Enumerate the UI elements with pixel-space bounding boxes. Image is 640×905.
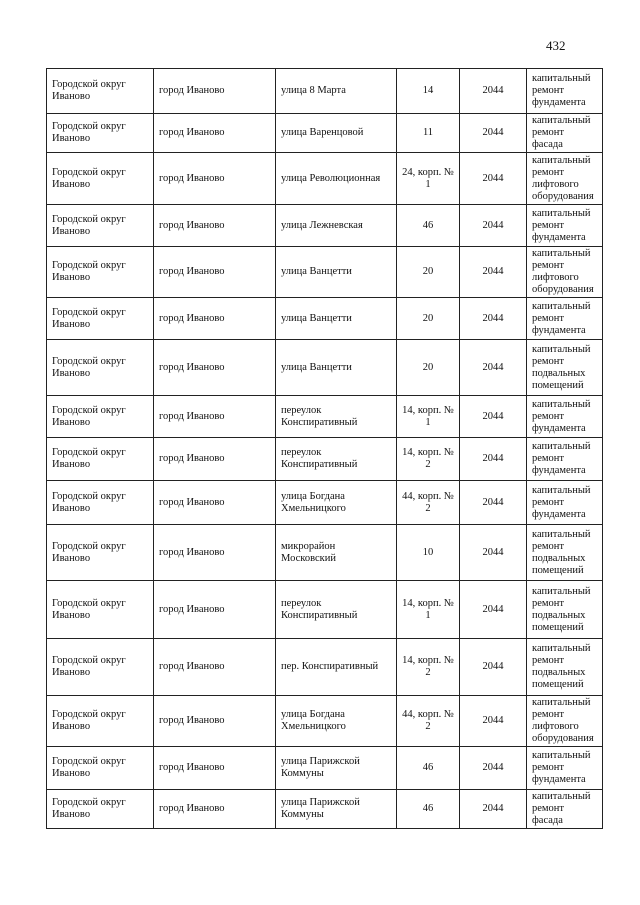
- house-cell: 14, корп. № 1: [397, 581, 460, 639]
- work-type-cell: капитальный ремонт фундамента: [527, 396, 603, 438]
- table-row: [47, 247, 603, 298]
- year-cell: 2044: [460, 581, 527, 639]
- table-row: [47, 396, 603, 438]
- year-cell: 2044: [460, 790, 527, 829]
- city-cell: город Иваново: [154, 298, 276, 340]
- table-row: [47, 438, 603, 481]
- house-cell: 46: [397, 205, 460, 247]
- district-cell: Городской округ Иваново: [47, 696, 154, 747]
- street-cell: улица 8 Марта: [276, 69, 397, 114]
- work-type-cell: капитальный ремонт фасада: [527, 790, 603, 829]
- year-cell: 2044: [460, 69, 527, 114]
- city-cell: город Иваново: [154, 639, 276, 696]
- city-cell: город Иваново: [154, 481, 276, 525]
- city-cell: город Иваново: [154, 581, 276, 639]
- house-cell: 11: [397, 114, 460, 153]
- city-cell: город Иваново: [154, 790, 276, 829]
- work-type-cell: капитальный ремонт подвальных помещений: [527, 340, 603, 396]
- work-type-cell: капитальный ремонт фундамента: [527, 747, 603, 790]
- district-cell: Городской округ Иваново: [47, 525, 154, 581]
- work-type-cell: капитальный ремонт фундамента: [527, 205, 603, 247]
- house-cell: 14: [397, 69, 460, 114]
- street-cell: улица Богдана Хмельницкого: [276, 481, 397, 525]
- street-cell: переулок Конспиративный: [276, 581, 397, 639]
- city-cell: город Иваново: [154, 747, 276, 790]
- page-number: 432: [546, 38, 566, 53]
- city-cell: город Иваново: [154, 69, 276, 114]
- table-row: [47, 69, 603, 114]
- house-cell: 20: [397, 298, 460, 340]
- table-row: [47, 114, 603, 153]
- district-cell: Городской округ Иваново: [47, 747, 154, 790]
- year-cell: 2044: [460, 525, 527, 581]
- street-cell: улица Варенцовой: [276, 114, 397, 153]
- street-cell: пер. Конспиративный: [276, 639, 397, 696]
- street-cell: улица Ванцетти: [276, 340, 397, 396]
- table-row: [47, 747, 603, 790]
- city-cell: город Иваново: [154, 205, 276, 247]
- table-row: [47, 340, 603, 396]
- street-cell: улица Парижской Коммуны: [276, 747, 397, 790]
- work-type-cell: капитальный ремонт лифтового оборудования: [527, 696, 603, 747]
- district-cell: Городской округ Иваново: [47, 247, 154, 298]
- city-cell: город Иваново: [154, 696, 276, 747]
- district-cell: Городской округ Иваново: [47, 153, 154, 205]
- city-cell: город Иваново: [154, 247, 276, 298]
- street-cell: улица Ванцетти: [276, 247, 397, 298]
- street-cell: переулок Конспиративный: [276, 396, 397, 438]
- year-cell: 2044: [460, 247, 527, 298]
- district-cell: Городской округ Иваново: [47, 790, 154, 829]
- table-body: [47, 69, 603, 829]
- city-cell: город Иваново: [154, 114, 276, 153]
- district-cell: Городской округ Иваново: [47, 205, 154, 247]
- table-row: [47, 525, 603, 581]
- house-cell: 20: [397, 247, 460, 298]
- street-cell: улица Лежневская: [276, 205, 397, 247]
- city-cell: город Иваново: [154, 340, 276, 396]
- year-cell: 2044: [460, 696, 527, 747]
- work-type-cell: капитальный ремонт фундамента: [527, 481, 603, 525]
- house-cell: 14, корп. № 2: [397, 438, 460, 481]
- work-type-cell: капитальный ремонт фундамента: [527, 298, 603, 340]
- house-cell: 44, корп. № 2: [397, 481, 460, 525]
- work-type-cell: капитальный ремонт подвальных помещений: [527, 581, 603, 639]
- table-row: [47, 639, 603, 696]
- street-cell: улица Парижской Коммуны: [276, 790, 397, 829]
- house-cell: 14, корп. № 2: [397, 639, 460, 696]
- work-type-cell: капитальный ремонт подвальных помещений: [527, 639, 603, 696]
- district-cell: Городской округ Иваново: [47, 114, 154, 153]
- city-cell: город Иваново: [154, 525, 276, 581]
- city-cell: город Иваново: [154, 396, 276, 438]
- table-row: [47, 481, 603, 525]
- house-cell: 46: [397, 790, 460, 829]
- table-row: [47, 153, 603, 205]
- district-cell: Городской округ Иваново: [47, 69, 154, 114]
- house-cell: 24, корп. № 1: [397, 153, 460, 205]
- house-cell: 20: [397, 340, 460, 396]
- work-type-cell: капитальный ремонт лифтового оборудования: [527, 247, 603, 298]
- work-type-cell: капитальный ремонт фундамента: [527, 438, 603, 481]
- table-row: [47, 790, 603, 829]
- district-cell: Городской округ Иваново: [47, 298, 154, 340]
- street-cell: микрорайон Московский: [276, 525, 397, 581]
- year-cell: 2044: [460, 396, 527, 438]
- table-row: [47, 205, 603, 247]
- work-type-cell: капитальный ремонт фасада: [527, 114, 603, 153]
- year-cell: 2044: [460, 153, 527, 205]
- work-type-cell: капитальный ремонт лифтового оборудования: [527, 153, 603, 205]
- street-cell: переулок Конспиративный: [276, 438, 397, 481]
- district-cell: Городской округ Иваново: [47, 581, 154, 639]
- work-type-cell: капитальный ремонт подвальных помещений: [527, 525, 603, 581]
- work-type-cell: капитальный ремонт фундамента: [527, 69, 603, 114]
- year-cell: 2044: [460, 298, 527, 340]
- district-cell: Городской округ Иваново: [47, 438, 154, 481]
- table-row: [47, 298, 603, 340]
- year-cell: 2044: [460, 639, 527, 696]
- house-cell: 14, корп. № 1: [397, 396, 460, 438]
- house-cell: 46: [397, 747, 460, 790]
- repair-schedule-table: [46, 68, 603, 829]
- district-cell: Городской округ Иваново: [47, 340, 154, 396]
- year-cell: 2044: [460, 340, 527, 396]
- city-cell: город Иваново: [154, 153, 276, 205]
- district-cell: Городской округ Иваново: [47, 481, 154, 525]
- table-row: [47, 696, 603, 747]
- district-cell: Городской округ Иваново: [47, 396, 154, 438]
- city-cell: город Иваново: [154, 438, 276, 481]
- year-cell: 2044: [460, 205, 527, 247]
- street-cell: улица Богдана Хмельницкого: [276, 696, 397, 747]
- street-cell: улица Революционная: [276, 153, 397, 205]
- year-cell: 2044: [460, 114, 527, 153]
- house-cell: 44, корп. № 2: [397, 696, 460, 747]
- year-cell: 2044: [460, 438, 527, 481]
- street-cell: улица Ванцетти: [276, 298, 397, 340]
- table-row: [47, 581, 603, 639]
- district-cell: Городской округ Иваново: [47, 639, 154, 696]
- house-cell: 10: [397, 525, 460, 581]
- year-cell: 2044: [460, 747, 527, 790]
- year-cell: 2044: [460, 481, 527, 525]
